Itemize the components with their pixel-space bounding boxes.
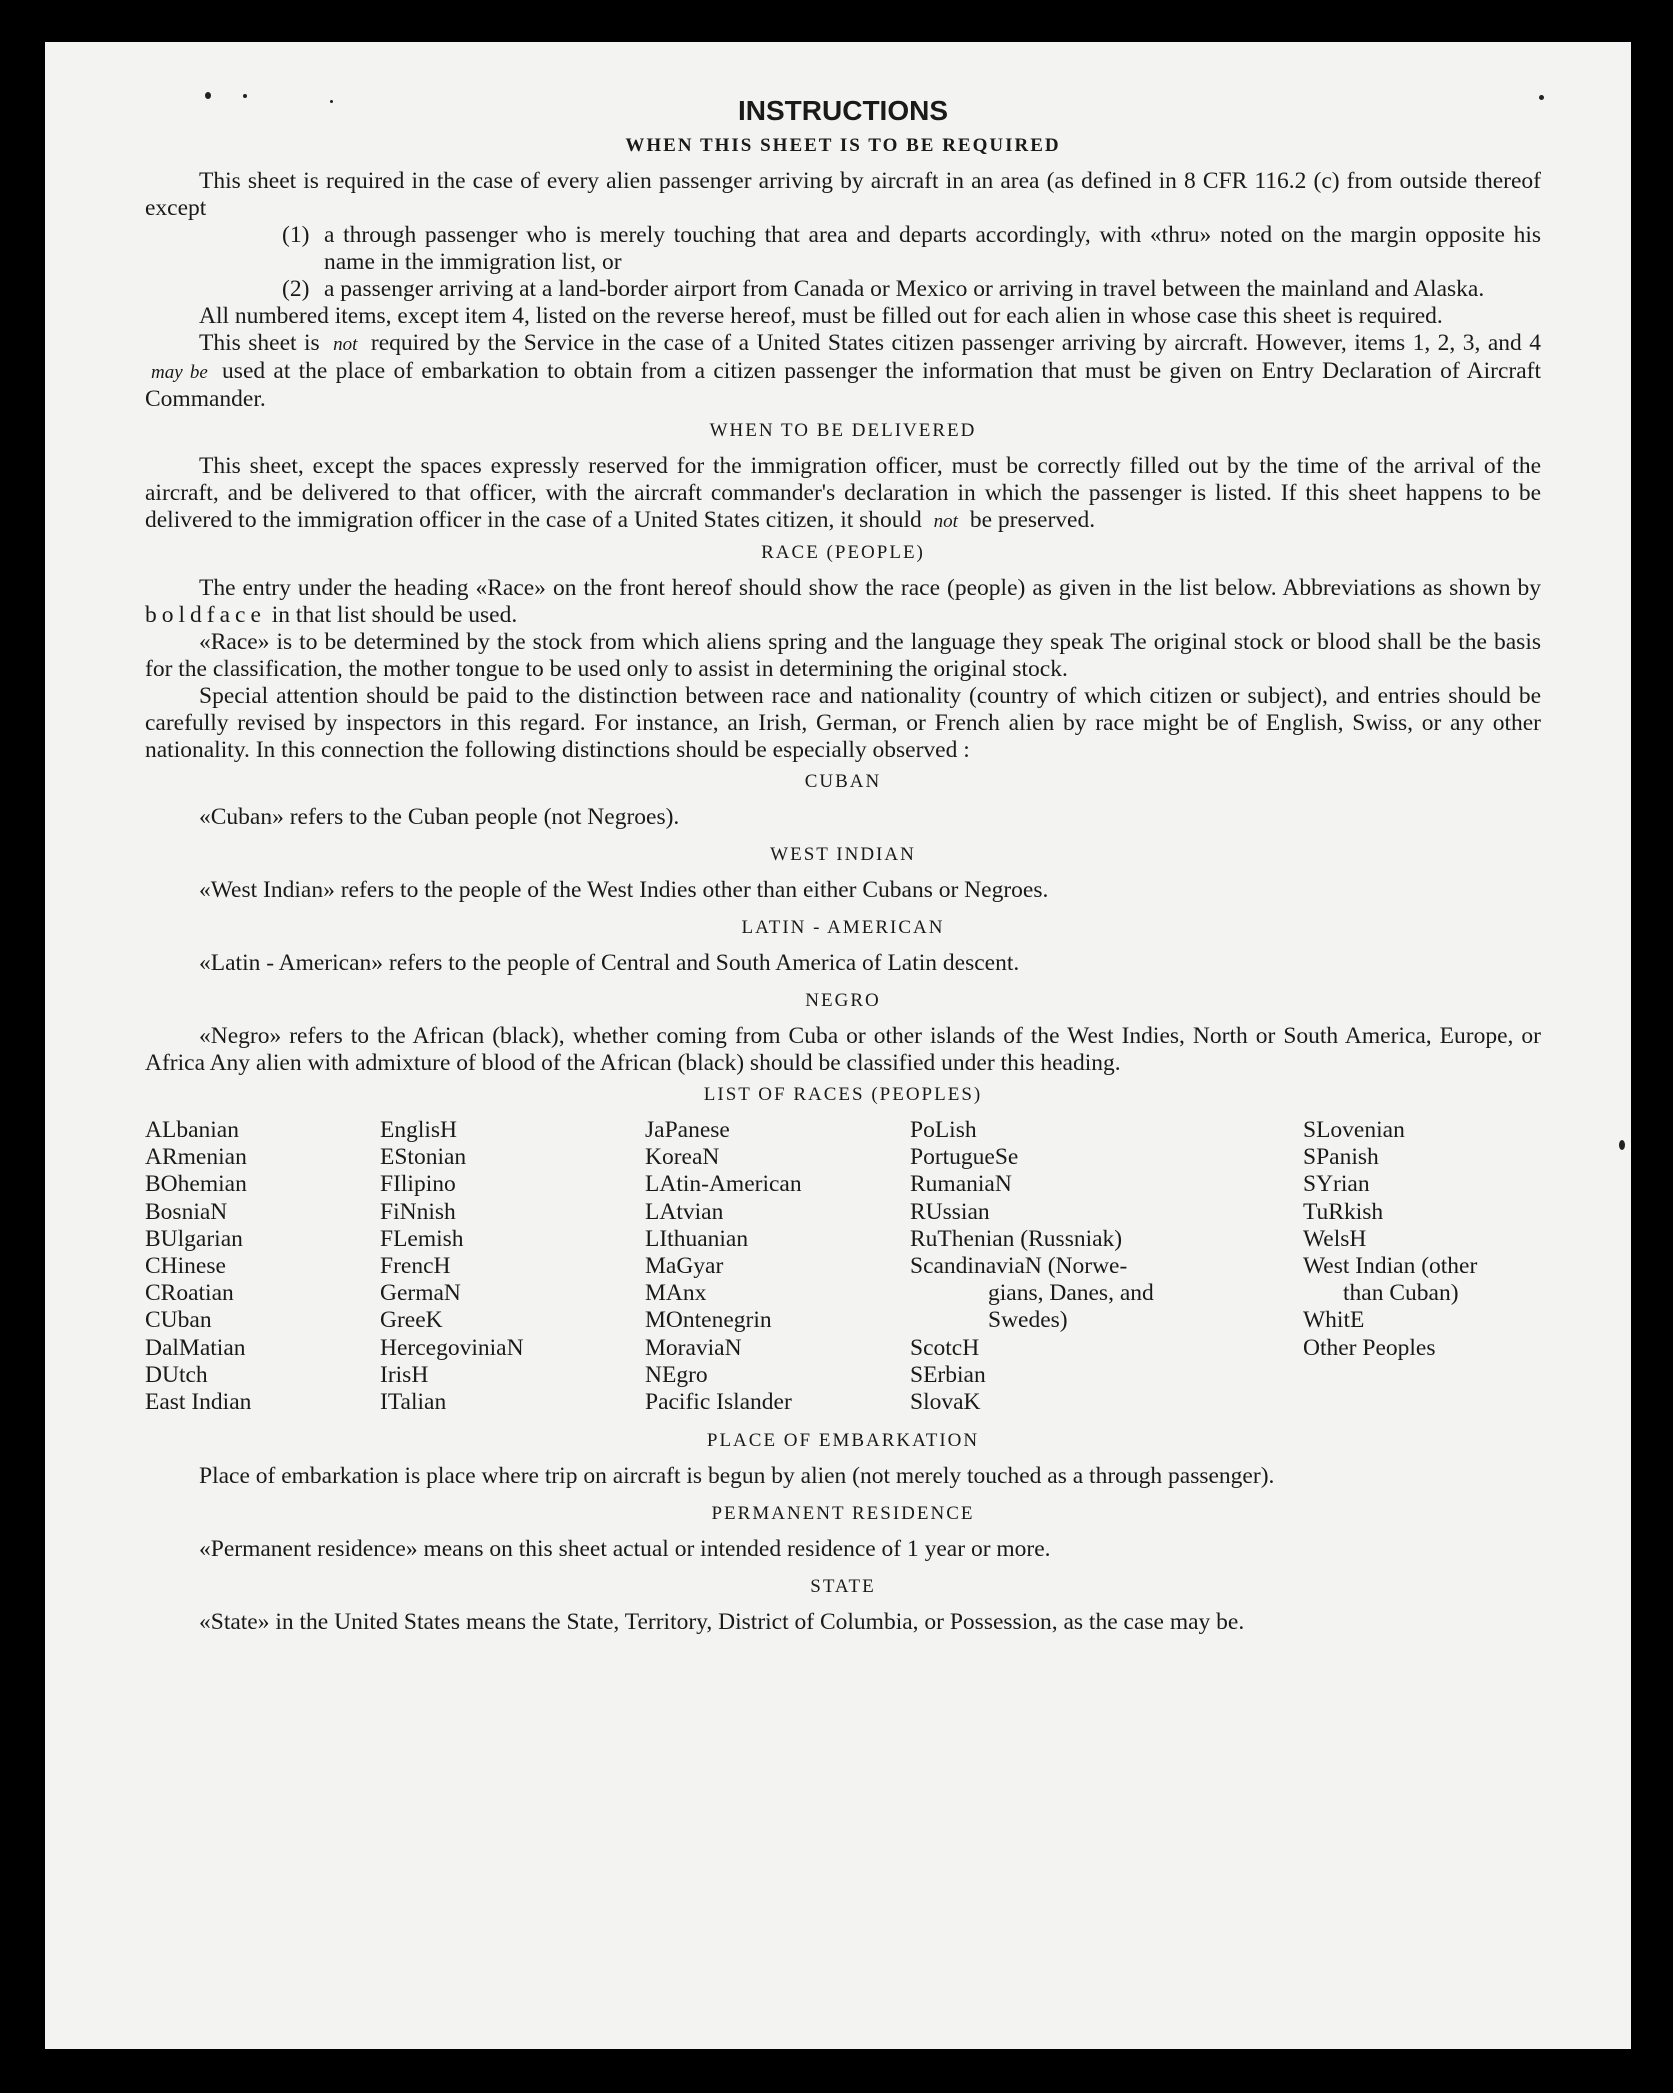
race-item: PortugueSe — [910, 1144, 1019, 1171]
page-title: INSTRUCTIONS — [738, 95, 948, 126]
race-item: SPanish — [1303, 1144, 1379, 1171]
heading-west-indian: WEST INDIAN — [770, 844, 916, 865]
race-item: HercegovinіaN — [380, 1334, 524, 1361]
heading-when-required: WHEN THIS SHEET IS TO BE REQUIRED — [625, 135, 1061, 156]
race-item: MaGyar — [645, 1253, 724, 1280]
race-item: NEgro — [645, 1361, 708, 1388]
race-item: FrencH — [380, 1253, 451, 1280]
race-item: RumaniaN — [910, 1171, 1012, 1198]
heading-race: RACE (PEOPLE) — [761, 542, 925, 563]
citizen-text-c: used at the place of embarkation to obtain from a citizen passenger the information that must be given on Entry Declaration of Aircraft Commander. — [145, 358, 1542, 412]
definition-negro: «Negro» refers to the African (black), whether coming from Cuba or other islands of the West Indies, North or South America, Europe, or Africa Any alien with admixture of blood of the African (black) should be classified under this heading. — [145, 1023, 1541, 1076]
race-item: CRoatian — [145, 1280, 234, 1307]
race-item-continuation: Swedes) — [988, 1307, 1068, 1334]
race-item: RuThenian (Russniak) — [910, 1225, 1123, 1252]
race-item: CHinese — [145, 1253, 226, 1280]
race-item: WhitE — [1303, 1307, 1365, 1334]
race-item: West Indian (other — [1303, 1253, 1478, 1280]
race-determination-paragraph: «Race» is to be determined by the stock from which aliens spring and the language they speak The original stock or blood shall be the basis for the classification, the mother tongue to be used only to assist in determining the original stock. — [145, 629, 1541, 682]
delivery-paragraph — [145, 453, 1541, 535]
heading-permanent-residence: PERMANENT RESIDENCE — [711, 1503, 975, 1524]
race-item: LIthuanian — [645, 1225, 749, 1252]
emphasis-not: not — [933, 511, 958, 532]
race-item: GreeK — [380, 1307, 443, 1334]
race-item: DUtch — [145, 1361, 208, 1388]
races-column-5 — [1303, 1117, 1477, 1362]
race-item: ARmenian — [145, 1144, 247, 1171]
heading-cuban: CUBAN — [804, 771, 882, 792]
definition-cuban: «Cuban» refers to the Cuban people (not Negroes). — [199, 804, 680, 830]
race-nationality-paragraph: Special attention should be paid to the distinction between race and nationality (country of which citizen or subject), and entries should be carefully revised by inspectors in this regard. For instance, an Irish, German, or French alien by race might be of English, Swiss, or any other nationality. In this connection the following distinctions should be especially observed : — [145, 683, 1541, 763]
race-item: FLemish — [380, 1225, 464, 1252]
exception-number: (1) — [282, 222, 310, 248]
heading-latin-american: LATIN - AMERICAN — [741, 917, 945, 938]
emphasis-not: not — [333, 334, 358, 355]
heading-negro: NEGRO — [805, 990, 881, 1011]
race-item: East Indian — [145, 1389, 252, 1416]
race-item: FiNnish — [380, 1198, 456, 1225]
race-item: LAtvian — [645, 1198, 724, 1225]
race-entry-text-b: in that list should be used. — [271, 602, 518, 628]
race-item: MAnx — [645, 1280, 707, 1307]
definition-west-indian: «West Indian» refers to the people of the West Indies other than either Cubans or Negroes. — [199, 877, 1049, 903]
residence-paragraph: «Permanent residence» means on this sheet actual or intended residence of 1 year or more. — [199, 1536, 1051, 1562]
race-item: SLovenian — [1303, 1117, 1405, 1143]
race-item: TuRkish — [1303, 1198, 1384, 1225]
race-item: BUlgarian — [145, 1225, 243, 1252]
heading-place-of-embarkation: PLACE OF EMBARKATION — [706, 1430, 980, 1451]
race-entry-text-a: The entry under the heading «Race» on the front hereof should show the race (people) as given in the list below. Abbreviations as shown by — [199, 575, 1541, 601]
races-list — [145, 1117, 1541, 1423]
races-column-3 — [645, 1117, 802, 1416]
instruction-sheet — [45, 42, 1631, 2049]
race-item: BosniaN — [145, 1198, 228, 1225]
race-item: ALbanian — [145, 1117, 239, 1143]
race-item-continuation: gians, Danes, and — [988, 1280, 1154, 1307]
race-item: LAtin-American — [645, 1171, 802, 1198]
race-item: DalMatian — [145, 1334, 246, 1361]
heading-when-delivered: WHEN TO BE DELIVERED — [709, 420, 977, 441]
exception-number: (2) — [282, 276, 310, 302]
race-item: JaPanese — [645, 1117, 730, 1143]
race-item: KoreaN — [645, 1144, 720, 1171]
race-item: WelsH — [1303, 1225, 1367, 1252]
race-item: CUban — [145, 1307, 212, 1334]
emphasis-may-be: may be — [151, 362, 208, 383]
heading-state: STATE — [810, 1576, 876, 1597]
state-paragraph: «State» in the United States means the State, Territory, District of Columbia, or Possession, as the case may be. — [199, 1609, 1245, 1635]
citizen-text-b: required by the Service in the case of a United States citizen passenger arriving by aircraft. However, items 1, 2, 3, and 4 — [370, 330, 1541, 356]
race-item: MOntenegrin — [645, 1307, 772, 1334]
document-body — [145, 94, 1541, 1636]
race-item: FIlipino — [380, 1171, 456, 1198]
race-item: GermaN — [380, 1280, 461, 1307]
citizen-paragraph — [145, 330, 1541, 413]
race-item: ScandinaviaN (Norwe- — [910, 1253, 1128, 1280]
race-item: Other Peoples — [1303, 1334, 1436, 1361]
race-item: MoraviaN — [645, 1334, 742, 1361]
embarkation-paragraph: Place of embarkation is place where trip on aircraft is begun by alien (not merely touched as a through passenger). — [199, 1463, 1275, 1489]
exception-item-2 — [145, 276, 1541, 303]
boldface-word: boldface — [145, 602, 266, 628]
races-column-2 — [380, 1117, 524, 1416]
numbered-items-paragraph: All numbered items, except item 4, listed on the reverse hereof, must be filled out for each alien in whose case this sheet is required. — [199, 303, 1443, 329]
race-item: RUssian — [910, 1198, 990, 1225]
race-item-continuation: than Cuban) — [1343, 1280, 1459, 1307]
race-item: PoLish — [910, 1117, 977, 1143]
race-item: SErbian — [910, 1361, 986, 1388]
delivery-text-b: be preserved. — [969, 507, 1096, 533]
delivery-text-a: This sheet, except the spaces expressly reserved for the immigration officer, must be correctly filled out by the time of the arrival of the aircraft, and be delivered to that officer, with the aircraft commander's declaration in which the passenger is listed. If this sheet happens to be delivered to the immigration officer in the case of a United States citizen, it should — [145, 453, 1541, 533]
race-item: SYrian — [1303, 1171, 1370, 1198]
race-item: Pacific Islander — [645, 1389, 792, 1416]
races-column-4 — [910, 1117, 1154, 1416]
required-paragraph: This sheet is required in the case of every alien passenger arriving by aircraft in an area (as defined in 8 CFR 116.2 (c) from outside thereof except — [145, 168, 1541, 221]
exception-item-1 — [145, 222, 1541, 276]
race-item: ITalian — [380, 1389, 447, 1416]
race-item: ScotcH — [910, 1334, 980, 1361]
race-entry-paragraph — [145, 575, 1541, 629]
race-item: EnglisH — [380, 1117, 458, 1143]
race-item: EStonian — [380, 1144, 467, 1171]
race-item: SlovaK — [910, 1389, 981, 1416]
exception-text: a passenger arriving at a land-border airport from Canada or Mexico or arriving in travel between the mainland and Alaska. — [324, 276, 1485, 302]
race-item: IrisH — [380, 1361, 429, 1388]
definition-latin-american: «Latin - American» refers to the people of Central and South America of Latin descent. — [199, 950, 1020, 976]
heading-list-of-races: LIST OF RACES (PEOPLES) — [703, 1084, 983, 1105]
exception-text: a through passenger who is merely touching that area and departs accordingly, with «thru» noted on the margin opposite his name in the immigration list, or — [324, 222, 1541, 275]
citizen-text-a: This sheet is — [199, 330, 320, 356]
race-item: BOhemian — [145, 1171, 247, 1198]
races-column-1 — [145, 1117, 251, 1416]
